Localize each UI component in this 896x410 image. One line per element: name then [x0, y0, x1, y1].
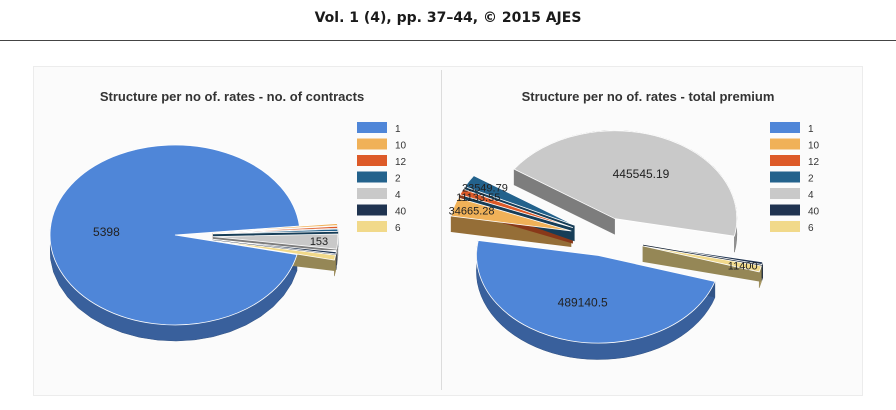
- legend-label-10: 10: [808, 140, 820, 152]
- legend-label-40: 40: [808, 206, 820, 218]
- chart-title: Structure per no of. rates - total premium: [521, 89, 775, 104]
- chart-title: Structure per no of. rates - no. of contracts: [99, 89, 365, 104]
- legend-label-1: 1: [395, 124, 401, 135]
- legend-label-12: 12: [395, 157, 407, 168]
- legend-label-12: 12: [808, 157, 820, 168]
- legend-swatch-40: [770, 205, 800, 216]
- data-label-2: 23549.79: [461, 182, 508, 195]
- legend-label-2: 2: [808, 173, 814, 185]
- legend-swatch-2: [770, 172, 800, 183]
- legend-label-4: 4: [808, 190, 814, 201]
- data-label-10: 34665.28: [448, 205, 495, 218]
- legend-label-4: 4: [395, 190, 401, 201]
- legend-label-10: 10: [395, 140, 407, 152]
- legend-label-2: 2: [395, 173, 401, 185]
- legend-swatch-10: [357, 139, 387, 150]
- legend-swatch-12: [357, 155, 387, 166]
- legend-swatch-6: [357, 221, 387, 232]
- data-label-6: 11400: [727, 260, 758, 273]
- legend-swatch-1: [770, 122, 800, 133]
- legend-swatch-6: [770, 221, 800, 232]
- legend-swatch-40: [357, 205, 387, 216]
- legend-label-6: 6: [395, 223, 401, 234]
- legend-swatch-4: [770, 188, 800, 199]
- data-label-1: 489140.5: [557, 295, 608, 310]
- legend-swatch-10: [770, 139, 800, 150]
- pie-chart-2: [449, 89, 820, 360]
- legend-label-1: 1: [808, 124, 814, 135]
- legend-label-40: 40: [395, 206, 407, 218]
- legend-swatch-2: [357, 172, 387, 183]
- journal-citation: Vol. 1 (4), pp. 37–44, © 2015 AJES: [314, 10, 582, 26]
- data-label-4: 153: [309, 235, 329, 248]
- legend-swatch-12: [770, 155, 800, 166]
- data-label-1: 5398: [93, 225, 120, 239]
- data-label-12: 11133.55: [456, 192, 501, 205]
- legend-swatch-1: [357, 122, 387, 133]
- pie-chart-1: [50, 89, 407, 341]
- legend-label-6: 6: [808, 223, 814, 234]
- data-label-4: 445545.19: [612, 167, 670, 182]
- legend-swatch-4: [357, 188, 387, 199]
